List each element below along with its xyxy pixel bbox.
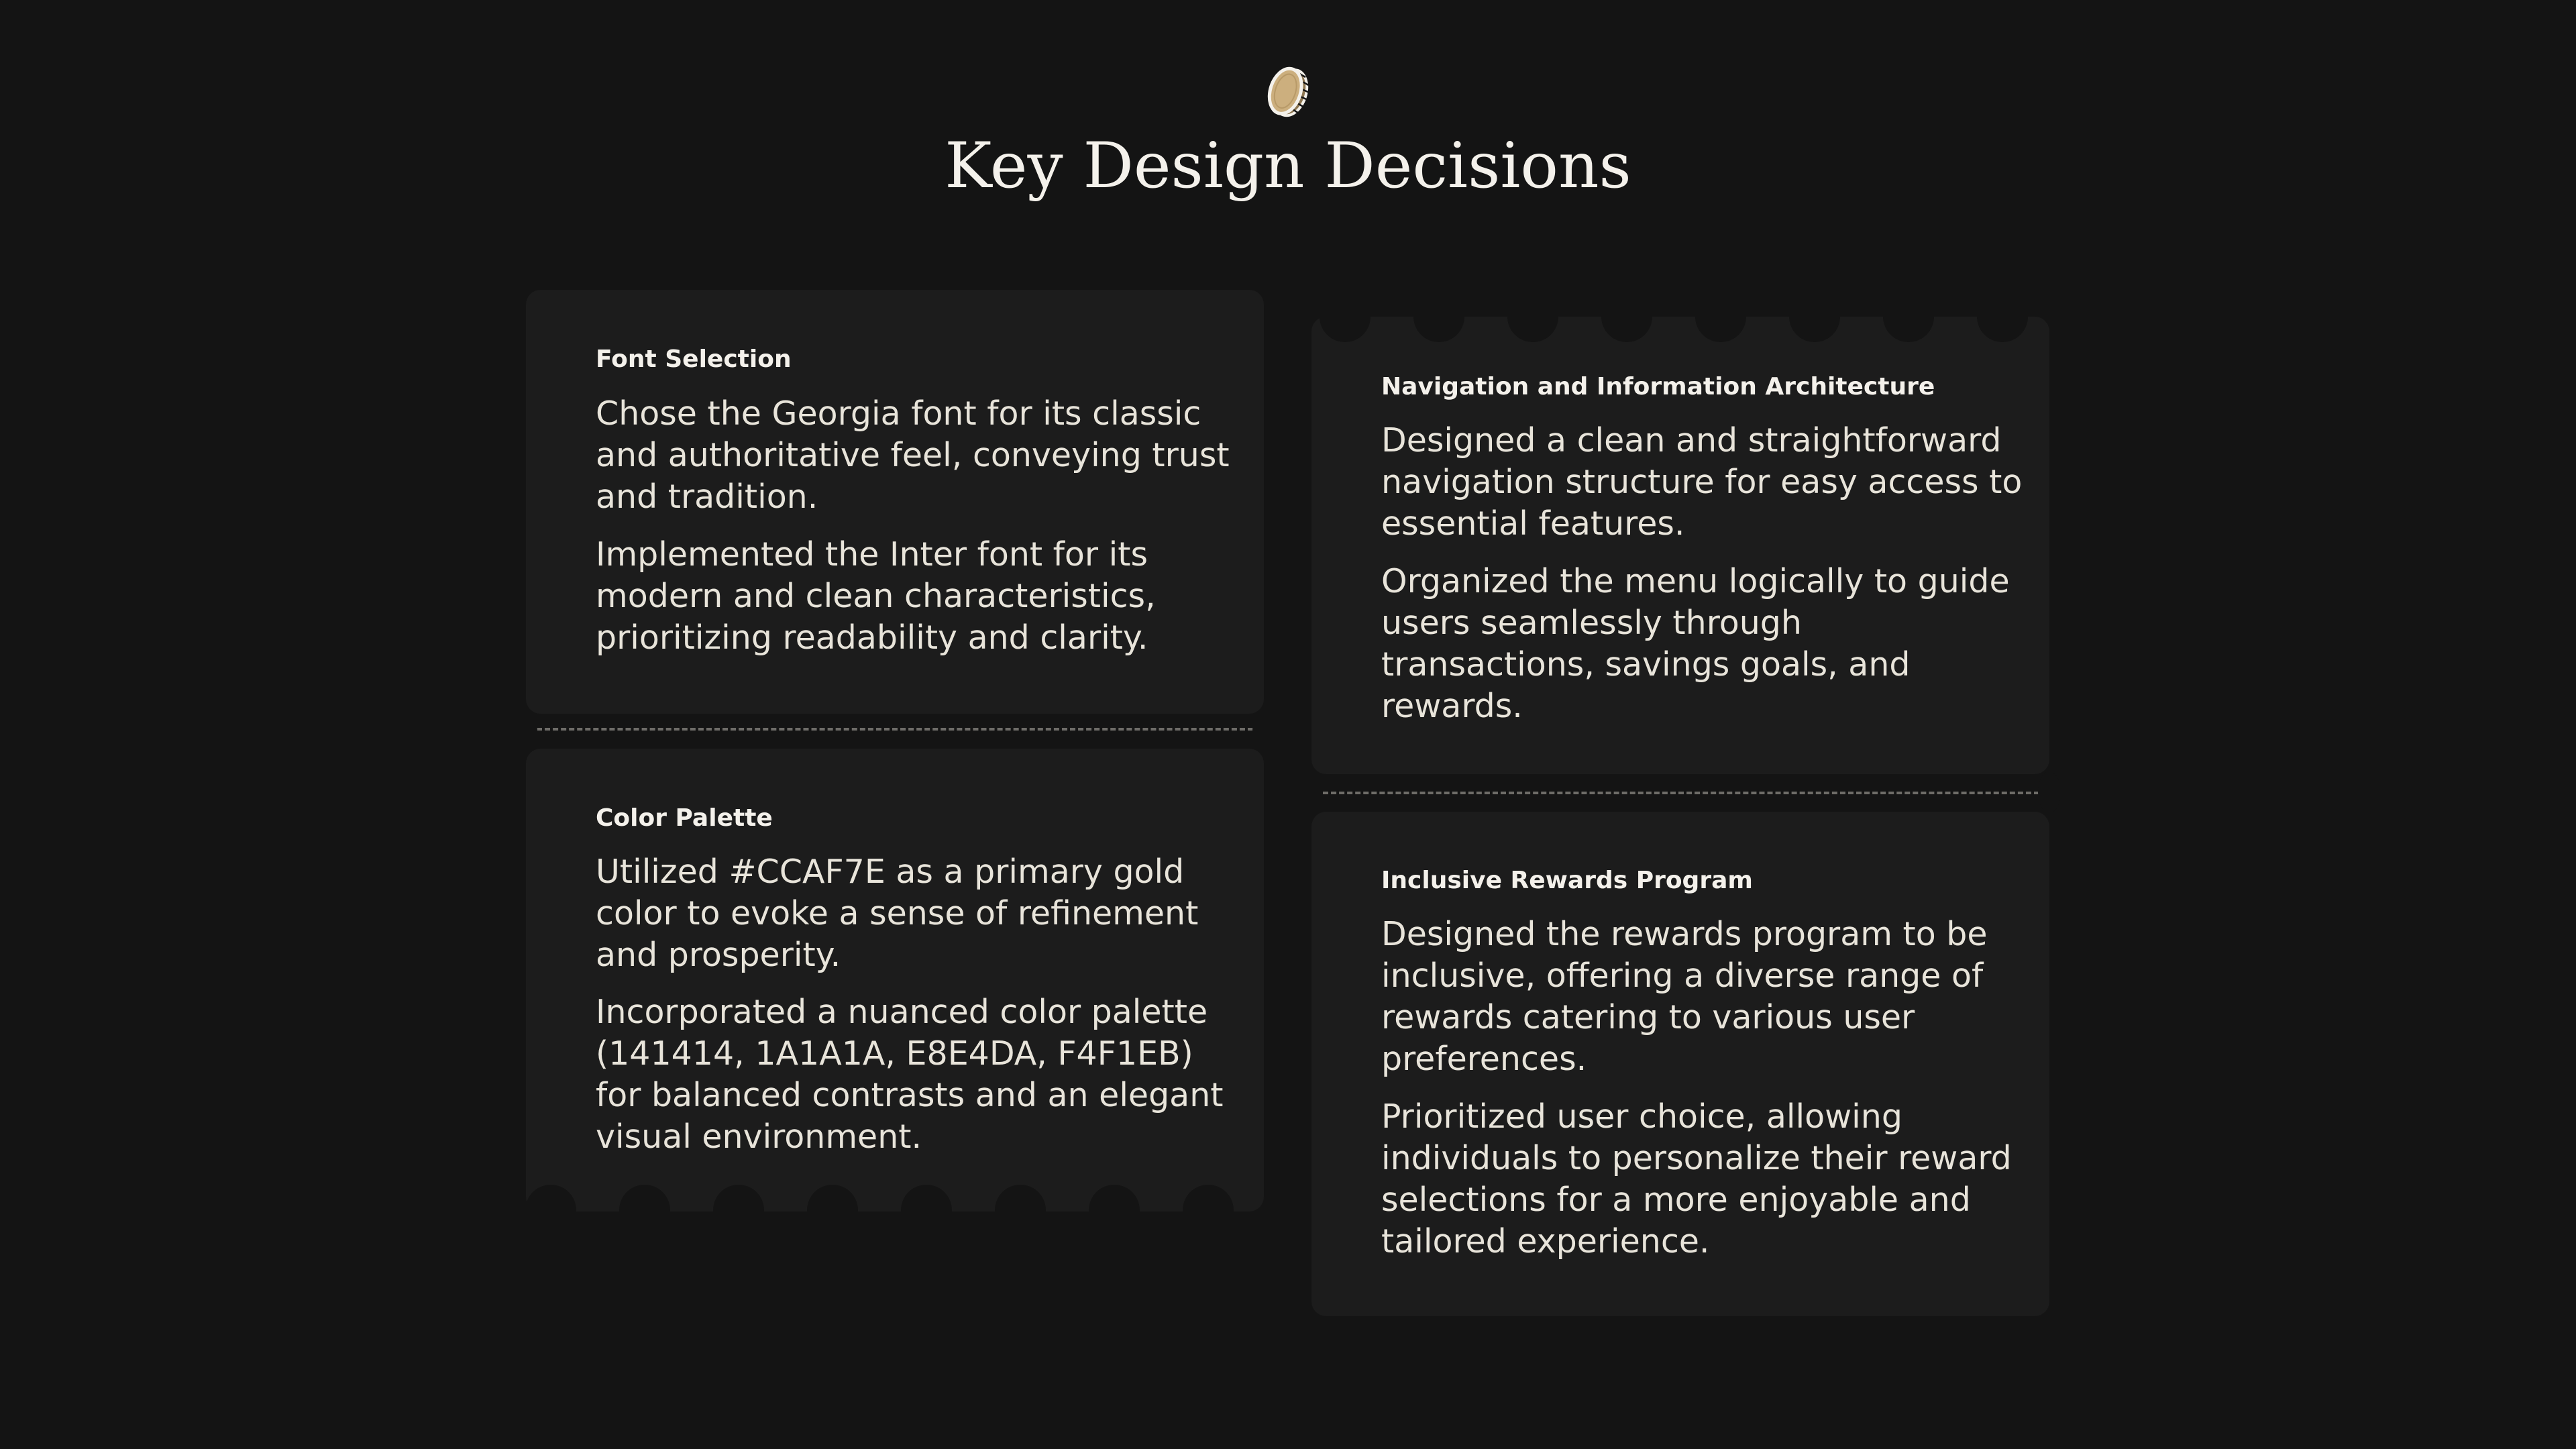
card-title: Inclusive Rewards Program bbox=[1381, 867, 1753, 894]
ticket-scallop bbox=[1413, 317, 1464, 342]
card-title: Navigation and Information Architecture bbox=[1381, 373, 1935, 400]
card-paragraph: Chose the Georgia font for its classic and authoritative feel, conveying trust and tradition. bbox=[596, 394, 1230, 516]
ticket-scallop bbox=[1977, 317, 2028, 342]
card-paragraph: Prioritized user choice, allowing individuals to personalize their reward selections for a more enjoyable and tailored experience. bbox=[1381, 1097, 2012, 1260]
ticket-scallop bbox=[995, 1185, 1046, 1212]
card-title: Font Selection bbox=[596, 345, 792, 373]
ticket-scallop bbox=[713, 1185, 764, 1212]
ticket-scallop bbox=[1789, 317, 1840, 342]
card-paragraph: Implemented the Inter font for its modern and clean characteristics, prioritizing readability and clarity. bbox=[596, 535, 1156, 657]
ticket-scallop bbox=[1089, 1185, 1140, 1212]
page-title: Key Design Decisions bbox=[945, 129, 1631, 203]
perforation-divider bbox=[537, 728, 1253, 731]
card-paragraph: Designed a clean and straightforward navigation structure for easy access to essential features. bbox=[1381, 421, 2023, 543]
card-title: Color Palette bbox=[596, 804, 773, 832]
ticket-notch bbox=[1300, 771, 1323, 813]
ticket-scallop bbox=[1183, 1185, 1234, 1212]
ticket-scallop bbox=[1507, 317, 1558, 342]
gold-coin-icon bbox=[1261, 63, 1315, 121]
card-paragraph: Designed the rewards program to be inclusive, offering a diverse range of rewards catering to various user preferences. bbox=[1381, 915, 1988, 1078]
ticket-scallop bbox=[1601, 317, 1652, 342]
ticket-scallop bbox=[1320, 317, 1371, 342]
card-font-selection bbox=[526, 290, 1264, 714]
ticket-notch bbox=[1252, 710, 1275, 751]
perforation-divider bbox=[1323, 792, 2039, 794]
card-color-palette bbox=[526, 749, 1264, 1212]
card-paragraph: Organized the menu logically to guide users seamlessly through transactions, savings goals, and rewards. bbox=[1381, 562, 2010, 725]
ticket-scallop bbox=[1883, 317, 1934, 342]
card-paragraph: Utilized #CCAF7E as a primary gold color to evoke a sense of refinement and prosperity. bbox=[596, 853, 1199, 974]
ticket-notch bbox=[515, 710, 537, 751]
card-inclusive-rewards bbox=[1311, 812, 2049, 1316]
ticket-scallop bbox=[807, 1185, 858, 1212]
ticket-scallop bbox=[1695, 317, 1746, 342]
card-navigation bbox=[1311, 317, 2049, 774]
ticket-notch bbox=[2038, 771, 2061, 813]
ticket-scallop bbox=[526, 1185, 576, 1212]
ticket-scallop bbox=[619, 1185, 670, 1212]
card-paragraph: Incorporated a nuanced color palette (141414, 1A1A1A, E8E4DA, F4F1EB) for balanced contrasts and an elegant visual environment. bbox=[596, 993, 1224, 1156]
ticket-scallop bbox=[901, 1185, 952, 1212]
